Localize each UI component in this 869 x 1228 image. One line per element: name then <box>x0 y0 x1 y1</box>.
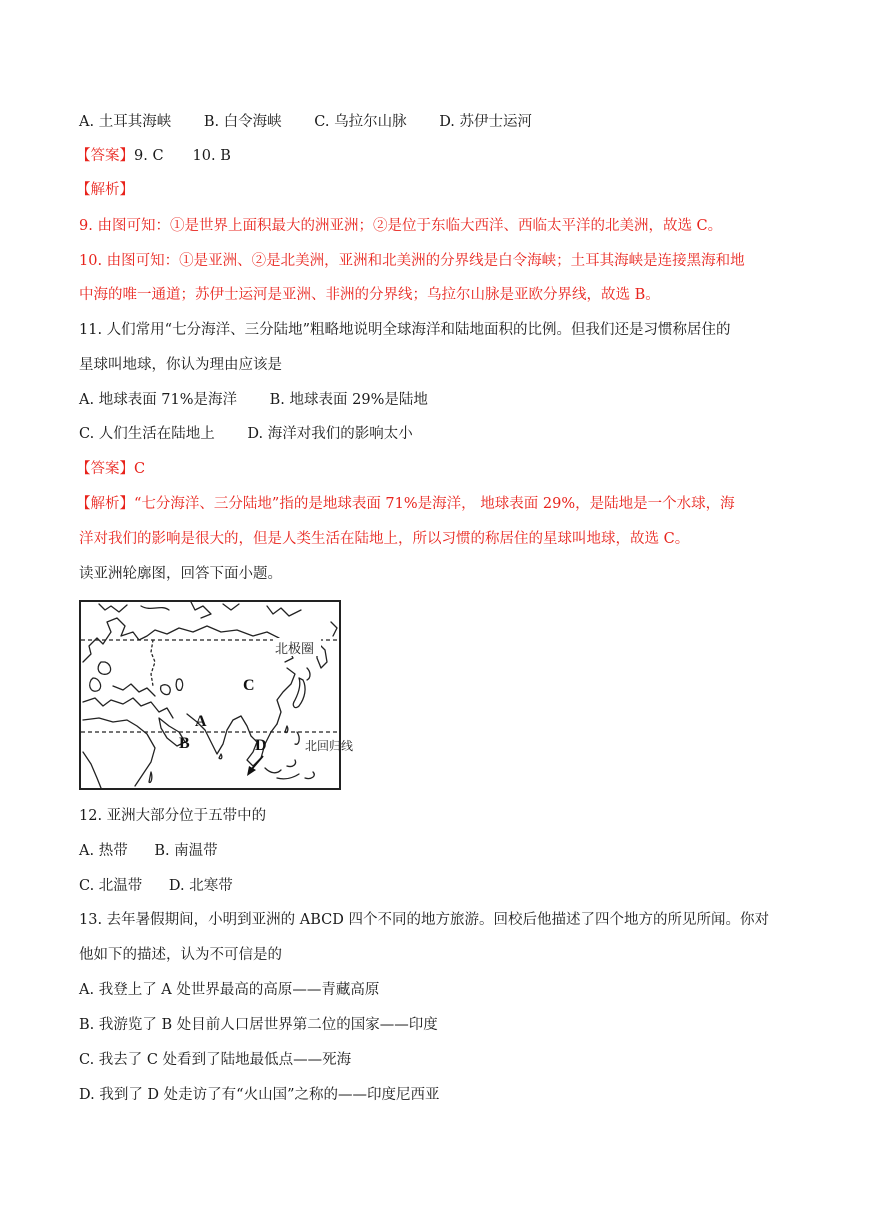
tropic-of-cancer-label: 北回归线 <box>305 739 354 753</box>
island <box>305 772 314 779</box>
point-d-label: D <box>255 737 267 754</box>
island <box>219 754 222 759</box>
q13-option-d[interactable]: D. 我到了 D 处走访了有“火山国”之称的——印度尼西亚 <box>79 1087 440 1103</box>
q12-option-d[interactable]: D. 北寒带 <box>168 878 233 894</box>
coastline <box>99 604 127 612</box>
coastline <box>191 602 211 618</box>
arrow-head-icon <box>247 766 256 776</box>
point-d-arrow <box>251 756 263 770</box>
q13-stem-line2: 他如下的描述，认为不可信是的 <box>79 947 282 963</box>
analysis-label: 【解析】 <box>76 182 134 198</box>
q13-option-c[interactable]: C. 我去了 C 处看到了陆地最低点——死海 <box>79 1052 352 1068</box>
map-intro: 读亚洲轮廓图，回答下面小题。 <box>79 566 282 582</box>
island <box>265 768 281 773</box>
q13-stem-line1: 13. 去年暑假期间，小明到亚洲的 ABCD 四个不同的地方旅游。回校后他描述了四个地方的所见所闻。你对 <box>79 912 769 928</box>
q12-option-a[interactable]: A. 热带 <box>79 843 128 859</box>
q13-option-a[interactable]: A. 我登上了 A 处世界最高的高原——青藏高原 <box>79 982 380 998</box>
q10-analysis-line2: 中海的唯一通道；苏伊士运河是亚洲、非洲的分界线；乌拉尔山脉是亚欧分界线，故选 B。 <box>79 287 660 303</box>
sea <box>161 685 171 695</box>
answer-label: 【答案】 <box>76 148 134 164</box>
island <box>307 668 310 680</box>
q11-options-row1 <box>79 390 428 410</box>
q12-option-b[interactable]: B. 南温带 <box>154 843 218 859</box>
point-b-label: B <box>179 735 190 752</box>
asia-outline-map <box>79 600 354 790</box>
answer-label: 【答案】 <box>76 461 134 477</box>
q11-option-c[interactable]: C. 人们生活在陆地上 <box>79 426 215 442</box>
coastline <box>223 604 239 610</box>
point-c-label: C <box>243 677 255 694</box>
q11-option-d[interactable]: D. 海洋对我们的影响太小 <box>247 426 413 442</box>
island <box>293 678 305 708</box>
point-a-label: A <box>195 713 207 730</box>
q10-option-b[interactable]: B. 白令海峡 <box>203 114 282 130</box>
q9-10-answer <box>76 146 231 166</box>
q11-answer <box>76 459 145 479</box>
q10-option-c[interactable]: C. 乌拉尔山脉 <box>314 114 407 130</box>
q9-analysis: 9. 由图可知：①是世界上面积最大的洲亚洲；②是位于东临大西洋、西临太平洋的北美洲，故选 C。 <box>79 218 723 234</box>
q11-analysis-line1 <box>76 494 735 514</box>
island <box>287 760 296 767</box>
coastline <box>83 718 155 786</box>
q10-option-d[interactable]: D. 苏伊士运河 <box>439 114 533 130</box>
q10-options <box>79 112 532 132</box>
arctic-circle-label: 北极圈 <box>275 642 315 657</box>
q10-analysis-line1: 10. 由图可知：①是亚洲、②是北美洲，亚洲和北美洲的分界线是白令海峡；土耳其海峡是连接黑海和地 <box>79 253 745 269</box>
coastline <box>331 622 337 636</box>
q11-option-a[interactable]: A. 地球表面 71%是海洋 <box>79 392 238 408</box>
answer-text: 9. C 10. B <box>134 148 231 164</box>
q12-options-row2 <box>79 876 233 896</box>
sea <box>176 679 182 690</box>
island <box>90 678 101 691</box>
q12-option-c[interactable]: C. 北温带 <box>79 878 143 894</box>
island <box>277 774 299 779</box>
analysis-text: “七分海洋、三分陆地”指的是地球表面 71%是海洋， 地球表面 29%，是陆地是一个水球，海 <box>134 496 735 512</box>
coastline <box>83 698 173 718</box>
coastline <box>113 684 155 696</box>
q11-stem-line2: 星球叫地球，你认为理由应该是 <box>79 357 282 373</box>
coastline <box>267 606 301 616</box>
q11-stem-line1: 11. 人们常用“七分海洋、三分陆地”粗略地说明全球海洋和陆地面积的比例。但我们还是习惯称居住的 <box>79 322 731 338</box>
coastline <box>277 668 295 724</box>
q12-options-row1 <box>79 841 218 861</box>
q11-option-b[interactable]: B. 地球表面 29%是陆地 <box>269 392 428 408</box>
q11-options-row2 <box>79 424 413 444</box>
q10-option-a[interactable]: A. 土耳其海峡 <box>79 114 172 130</box>
ural-mountains <box>151 640 155 686</box>
island <box>98 662 111 674</box>
island <box>149 772 152 782</box>
coastline <box>83 752 101 788</box>
q12-stem: 12. 亚洲大部分位于五带中的 <box>79 808 267 824</box>
q13-option-b[interactable]: B. 我游览了 B 处目前人口居世界第二位的国家——印度 <box>79 1017 438 1033</box>
answer-text: C <box>134 461 146 477</box>
q11-analysis-line2: 洋对我们的影响是很大的，但是人类生活在陆地上，所以习惯的称居住的星球叫地球，故选 C。 <box>79 531 690 547</box>
analysis-label: 【解析】 <box>76 496 134 512</box>
map-canvas <box>81 602 354 788</box>
coastline <box>141 606 169 610</box>
island <box>295 732 299 744</box>
